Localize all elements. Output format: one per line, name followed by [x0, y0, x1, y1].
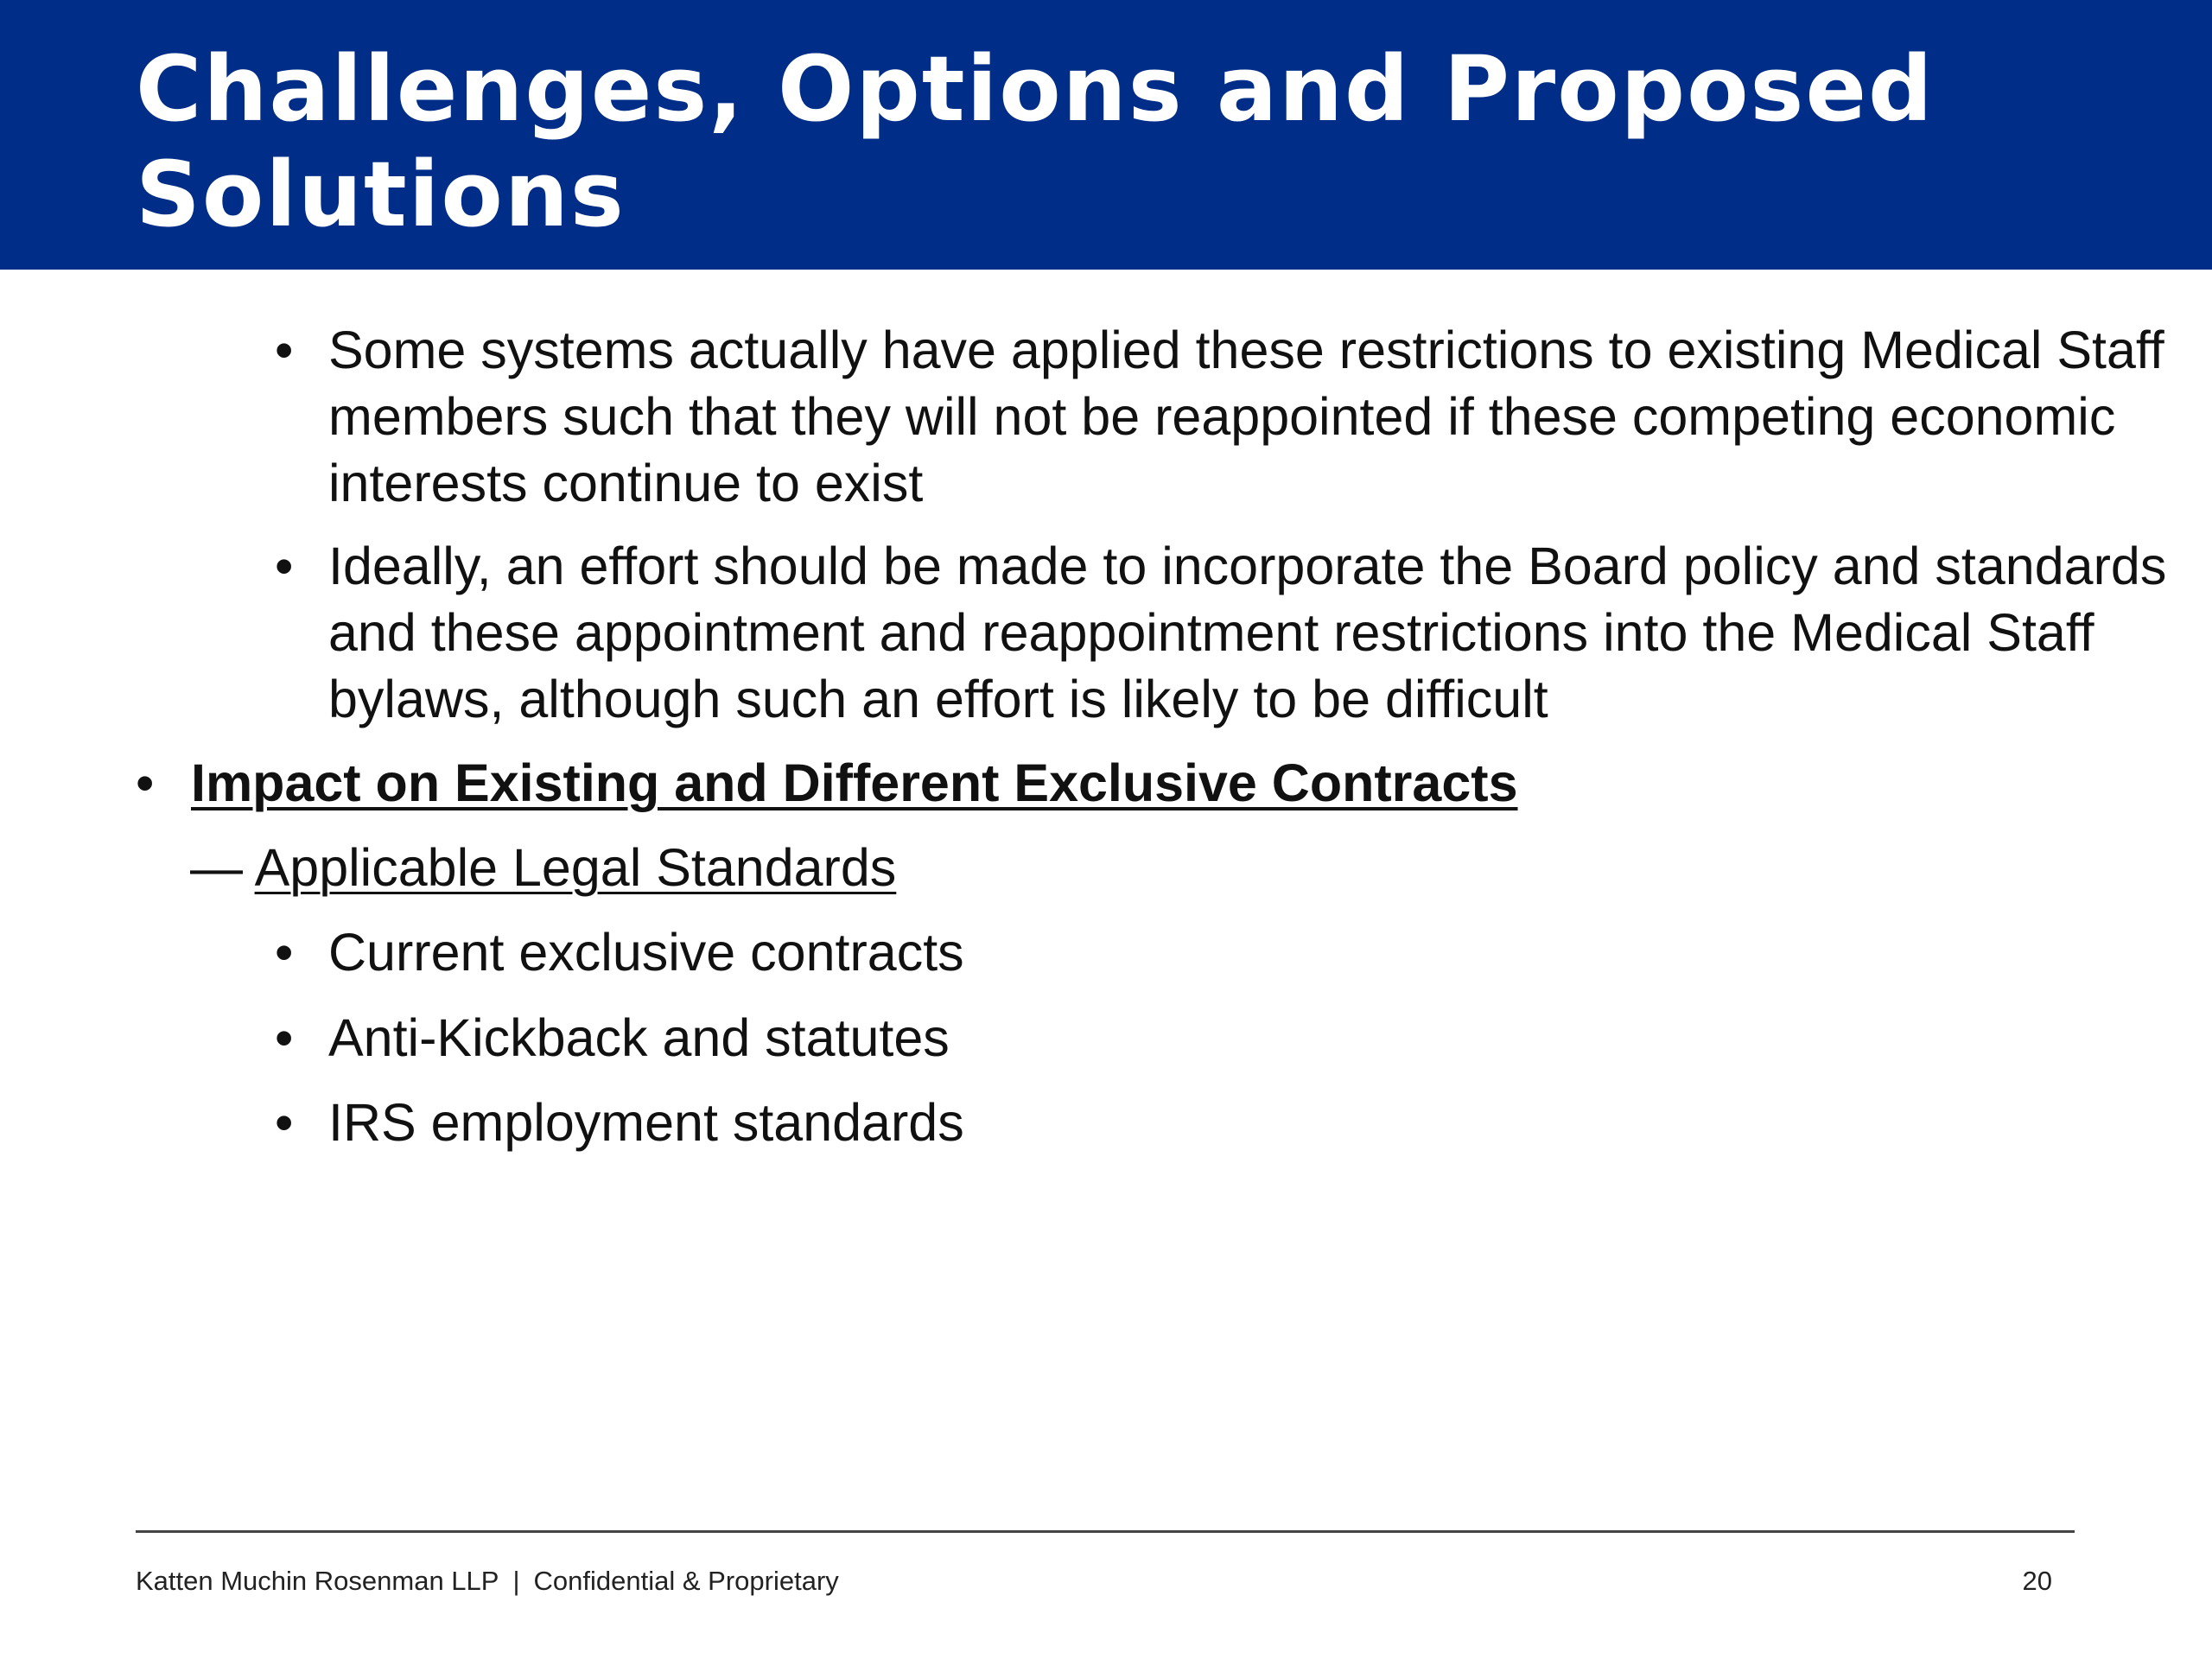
list-item-text: IRS employment standards	[328, 1093, 964, 1152]
list-item	[275, 919, 2186, 986]
bullet-item	[275, 317, 2186, 517]
bullet-marker: •	[275, 537, 294, 595]
bullet-marker: •	[275, 321, 294, 379]
footer-divider	[136, 1530, 2075, 1533]
list-item	[275, 1090, 2186, 1156]
bullet-marker: •	[136, 753, 155, 812]
slide-title: Challenges, Options and Proposed Solutions	[136, 36, 1935, 247]
bullet-item	[275, 533, 2186, 733]
footer-separator: |	[512, 1566, 520, 1596]
subsection-heading-text: Applicable Legal Standards	[254, 838, 897, 897]
bullet-marker: •	[275, 923, 294, 982]
list-item	[275, 1005, 2186, 1071]
bullet-text: Some systems actually have applied these restrictions to existing Medical Staff members such that they will not be reappointed if these competing economic interests continue to exist	[328, 321, 2164, 512]
bullet-marker: •	[275, 1093, 294, 1152]
list-item-text: Current exclusive contracts	[328, 923, 964, 982]
header-band	[0, 0, 2212, 270]
bullet-marker: •	[275, 1008, 294, 1067]
footer-text	[136, 1566, 839, 1597]
section-heading	[136, 750, 2135, 817]
footer-confidential: Confidential & Proprietary	[533, 1566, 839, 1596]
list-item-text: Anti-Kickback and statutes	[328, 1008, 950, 1067]
bullet-text: Ideally, an effort should be made to incorporate the Board policy and standards and these appointment and reappointment restrictions into the Medical Staff bylaws, although such an effort is likely to be difficult	[328, 537, 2167, 728]
section-heading-text: Impact on Existing and Different Exclusive Contracts	[191, 753, 1518, 812]
subsection-heading	[190, 835, 2091, 901]
page-number: 20	[2022, 1566, 2052, 1596]
dash-marker: —	[190, 838, 243, 897]
footer-firm: Katten Muchin Rosenman LLP	[136, 1566, 499, 1596]
